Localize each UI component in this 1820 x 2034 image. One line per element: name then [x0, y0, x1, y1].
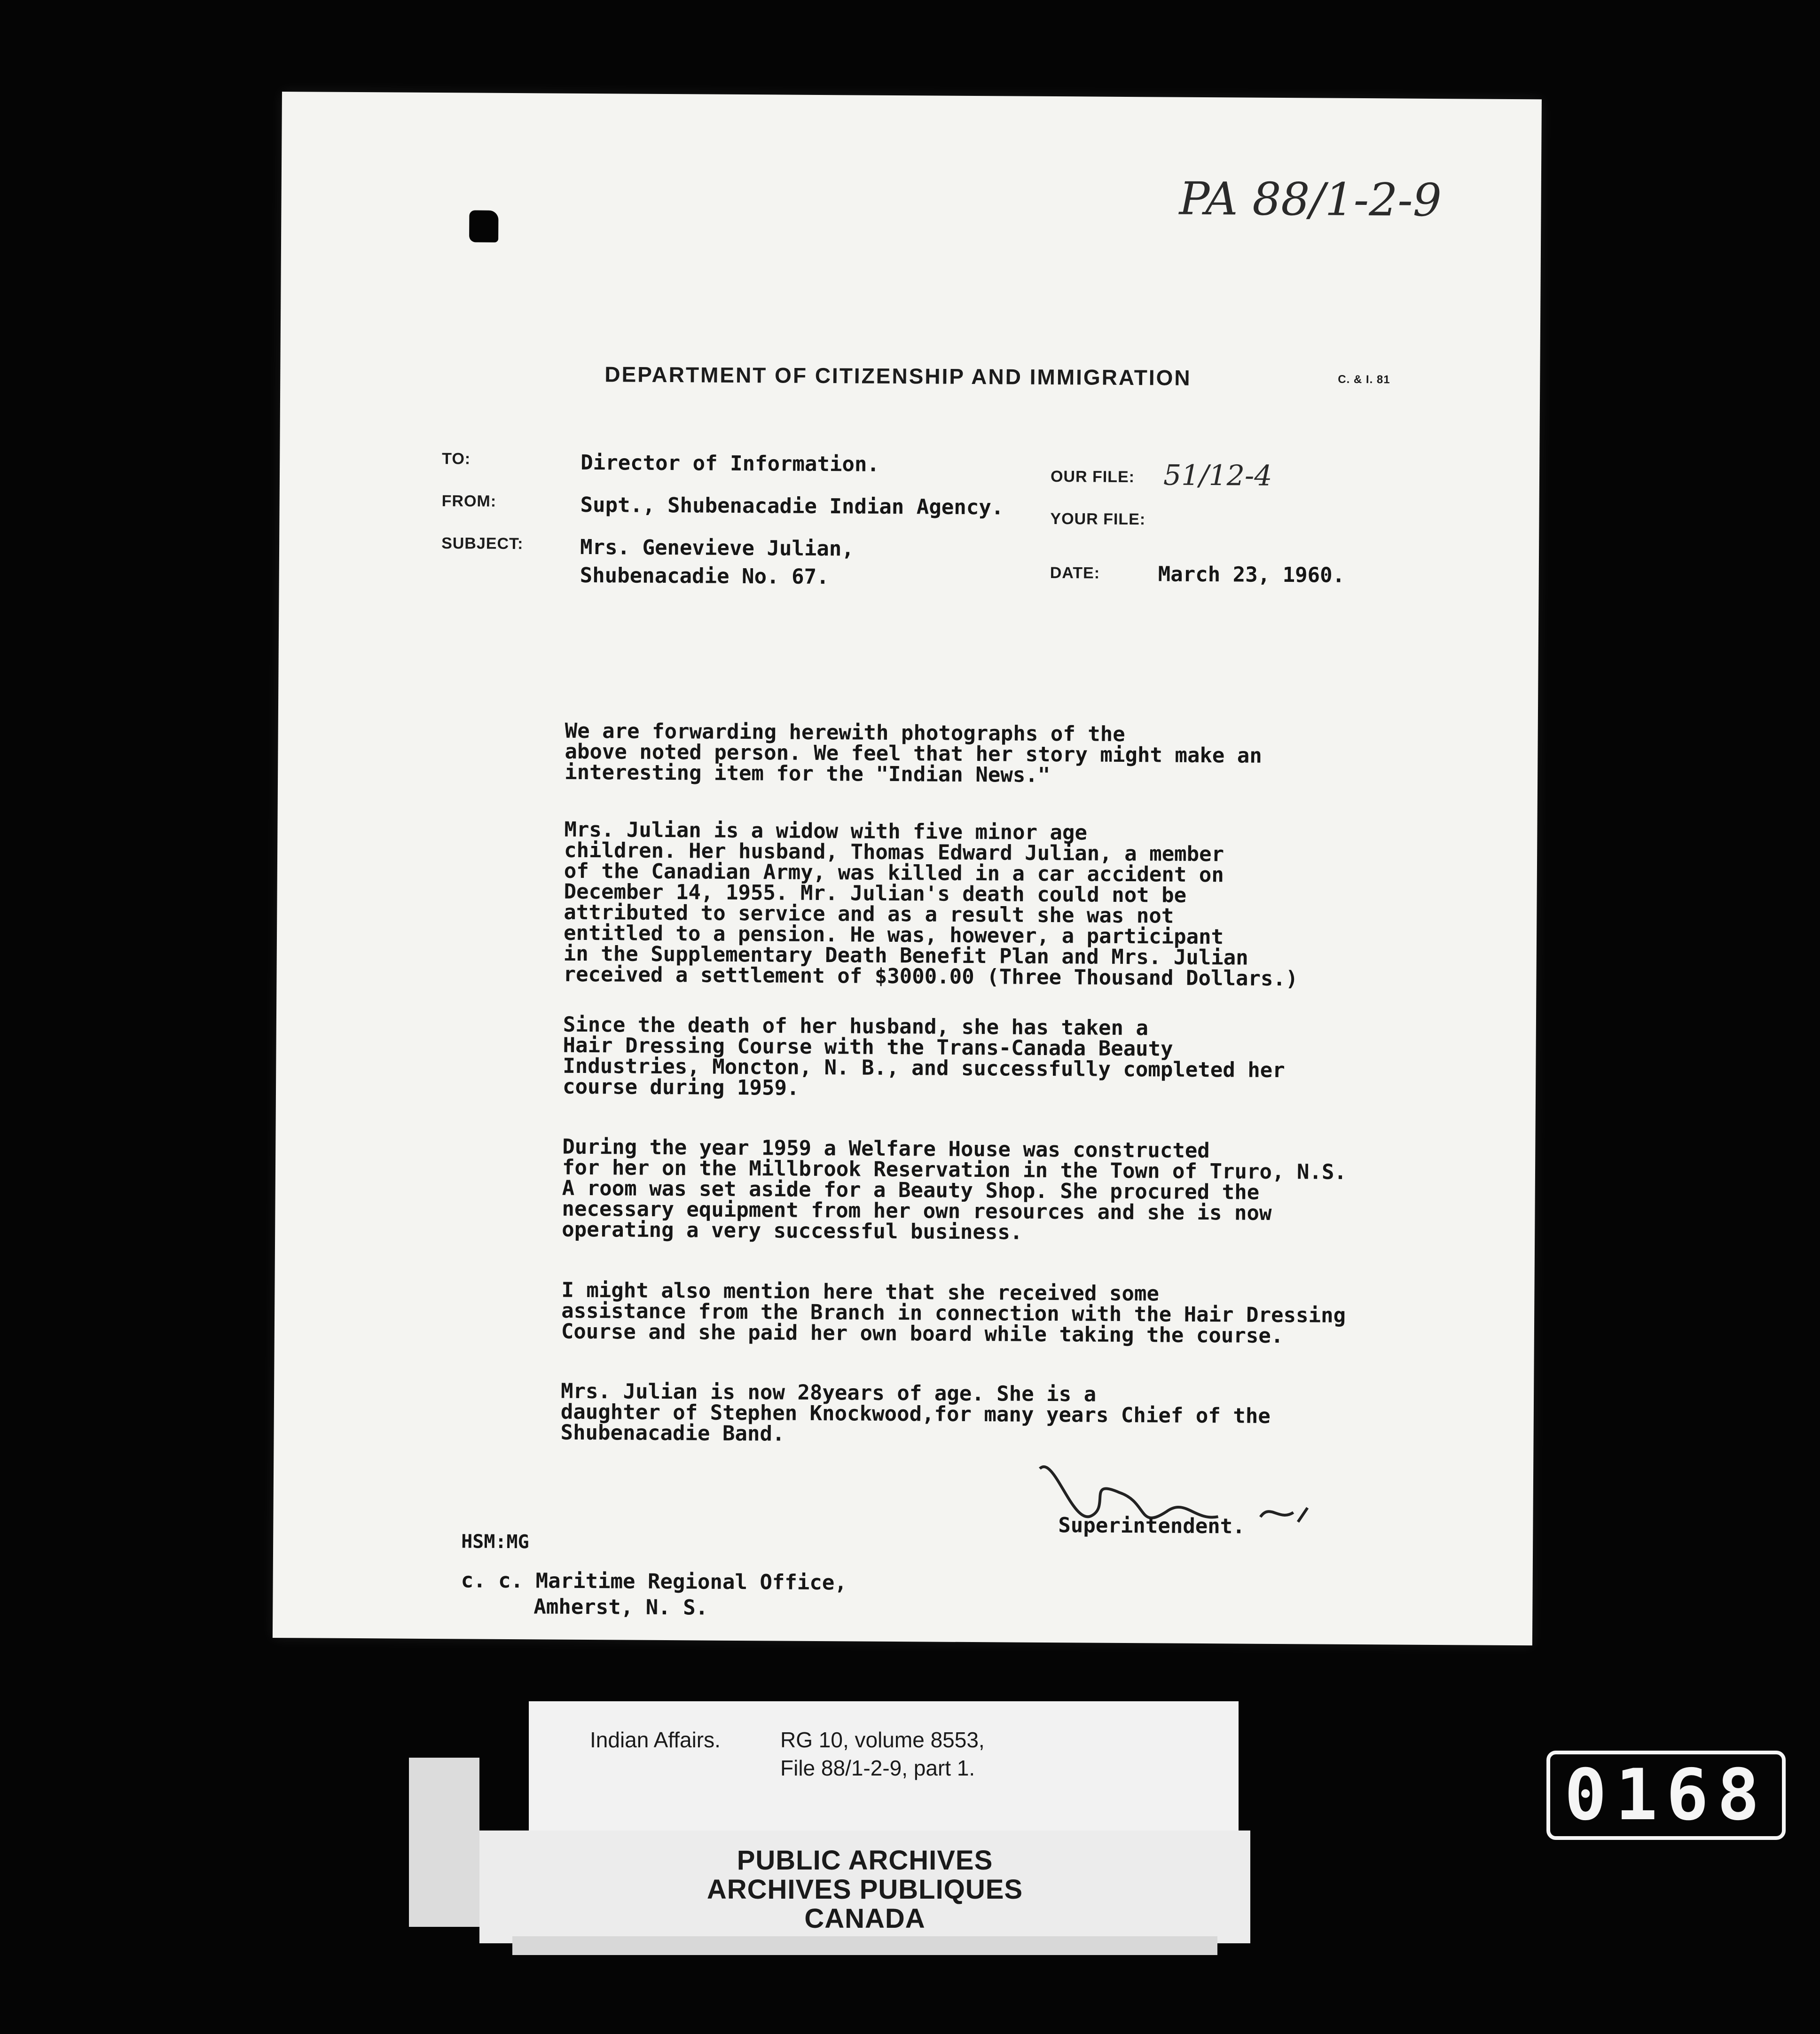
department-title: DEPARTMENT OF CITIZENSHIP AND IMMIGRATION: [604, 362, 1192, 390]
signature-title: Superintendent.: [1058, 1513, 1245, 1539]
form-code: C. & I. 81: [1338, 373, 1390, 386]
from-label: FROM:: [441, 492, 497, 510]
punch-hole: [469, 210, 498, 242]
archive-card: [479, 1831, 1250, 1943]
our-file-label: OUR FILE:: [1050, 468, 1135, 486]
film-edge-scrap: [409, 1758, 479, 1927]
memo-page: [273, 92, 1542, 1645]
date-value: March 23, 1960.: [1158, 562, 1345, 587]
from-value: Supt., Shubenacadie Indian Agency.: [580, 493, 1004, 520]
cc-line-2: Amherst, N. S.: [533, 1595, 708, 1620]
paragraph-4: During the year 1959 a Welfare House was constructed for her on the Millbrook Reservation in the Town of Truro, N.S. A room was set aside for a Beauty Shop. She procured the necessary equipment from her own resources and she is now operating a very successful business.: [562, 1134, 1347, 1244]
reference-line-2: File 88/1-2-9, part 1.: [780, 1756, 975, 1780]
to-value: Director of Information.: [581, 450, 880, 477]
handwritten-file-number: PA 88/1-2-9: [1179, 172, 1442, 227]
date-label: DATE:: [1050, 563, 1100, 582]
reference-line-1: RG 10, volume 8553,: [780, 1728, 985, 1752]
paragraph-6: Mrs. Julian is now 28years of age. She is a daughter of Stephen Knockwood,for many years Chief of the Shubenacadie Band.: [560, 1379, 1271, 1446]
subject-line-2: Shubenacadie No. 67.: [580, 563, 829, 589]
archive-card-base: [512, 1936, 1217, 1955]
reference-source: Indian Affairs.: [590, 1728, 721, 1752]
paragraph-5: I might also mention here that she received some assistance from the Branch in connection with the Hair Dressing Course and she paid her own board while taking the course.: [561, 1278, 1346, 1348]
subject-line-1: Mrs. Genevieve Julian,: [580, 535, 855, 561]
reference-card: [529, 1701, 1239, 1852]
paragraph-1: We are forwarding herewith photographs of the above noted person. We feel that her story might make an interesting item for the "Indian News.": [565, 719, 1263, 788]
cc-line-1: c. c. Maritime Regional Office,: [461, 1568, 847, 1595]
archive-line-2: ARCHIVES PUBLIQUES: [706, 1874, 1023, 1905]
our-file-value: 51/12-4: [1163, 459, 1272, 493]
your-file-label: YOUR FILE:: [1050, 510, 1146, 529]
archive-line-3: CANADA: [804, 1903, 926, 1934]
paragraph-2: Mrs. Julian is a widow with five minor age children. Her husband, Thomas Edward Julian, a member of the Canadian Army, was killed in a car accident on December 14, 1955. Mr. Julian's death could not be attributed to service and as a result she was not entitled to a pension. He was, however, a participant in the Supplementary Death Benefit Plan and Mrs. Julian received a settlement of $3000.00 (Three Thousand Dollars.): [563, 817, 1298, 991]
paragraph-3: Since the death of her husband, she has taken a Hair Dressing Course with the Trans-Canada Beauty Industries, Moncton, N. B., and successfully completed her course during 1959.: [562, 1012, 1285, 1100]
to-label: TO:: [442, 450, 471, 468]
archive-line-1: PUBLIC ARCHIVES: [737, 1845, 993, 1876]
initials: HSM:MG: [461, 1531, 529, 1553]
frame-number: 0168: [1546, 1751, 1786, 1840]
subject-label: SUBJECT:: [441, 534, 524, 553]
